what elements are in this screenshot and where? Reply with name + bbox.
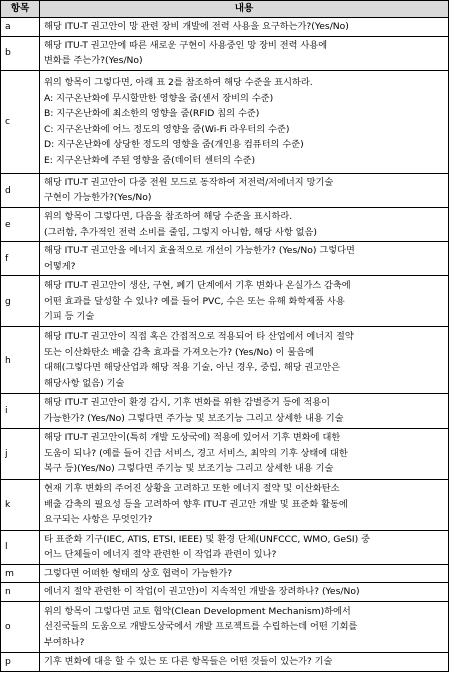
header-content: 내용 [40,1,449,18]
row-content [40,479,449,530]
content-line: 위의 항목이 그렇다면, 다음을 참조하여 해당 수준을 표시하라. [44,210,293,222]
content-line: 대해(그렇다면 해당산업과 해당 적용 기술, 아닌 경우, 중립, 해당 권고안은 [44,362,341,374]
content-line: 복구 등)(Yes/No) 그렇다면 주기능 및 보조기능 그리고 상세한 내용 기술 [44,463,334,475]
row-key: e [1,207,40,241]
content-line: 위의 항목이 그렇다면, 아래 표 2를 참조하여 해당 수준을 표시하라. [44,77,313,88]
row-key: g [1,276,40,327]
table-row [1,479,449,530]
table-row [1,327,449,394]
row-content [40,394,449,428]
table-row [1,173,449,207]
content-line: 해당 ITU-T 권고안이 생산, 구현, 폐기 단계에서 기후 변화나 온실가스 감축에 [44,279,351,291]
content-line: 기후 변화에 대응 할 수 있는 또 다른 항목들은 어떤 것들이 있는가? 기술 [44,655,333,667]
content-line: 배출 감축의 필요성 등을 고려하여 향후 ITU-T 권고안 개발 및 표준화 활동에 [44,498,348,510]
content-line: 해당 ITU-T 권고안이 다중 전원 모드로 동작하여 저전력/저에너지 망기술 [44,176,334,188]
table-row [1,276,449,327]
row-key: b [1,36,40,70]
row-content [40,327,449,394]
content-line: 기피 등 기술 [44,311,95,323]
content-line: 가능한가? (Yes/No) 그렇다면 주가능 및 보조기능 그리고 상세한 내용 기술 [44,412,344,424]
row-key: k [1,479,40,530]
content-line: C: 지구온난화에 어느 정도의 영향을 줌(Wi-Fi 라우터의 수준) [44,123,290,135]
content-line: 해당 ITU-T 권고안을 에너지 효율적으로 개선이 가능한가? (Yes/No) 그렇다면 [44,245,355,257]
row-key: f [1,242,40,276]
content-line: 그렇다면 어떠한 형태의 상호 협력이 가능한가? [44,567,233,579]
row-key: p [1,652,40,671]
row-key: h [1,327,40,394]
table-row [1,207,449,241]
content-line: (그러함, 추가적인 전력 소비를 줄임, 그렇지 아니함, 해당 사항 없음) [44,226,317,238]
content-line: 위의 항목이 그렇다면 교토 협약(Clean Development Mechanism)하에서 [44,605,351,617]
content-line: 해당 ITU-T 권고안이 망 관련 장비 개발에 전력 사용을 요구하는가?(Yes/No) [44,21,349,32]
content-line: 도움이 되나? (예를 들어 긴급 서비스, 경고 서비스, 최악의 기후 상태에 대한 [44,447,348,459]
content-line: 해당 ITU-T 권고안이 환경 감시, 기후 변화를 위한 감별증거 등에 적용이 [44,397,331,409]
row-content [40,173,449,207]
table-row [1,428,449,479]
table-row [1,70,449,173]
content-line: 어떻게? [44,260,76,272]
content-line: 변화를 주는가?(Yes/No) [44,55,143,67]
row-key: o [1,601,40,652]
row-content [40,601,449,652]
row-content [40,276,449,327]
table-row [1,530,449,564]
row-key: c [1,70,40,173]
content-line: 해당 ITU-T 권고안에 따른 새로운 구현이 사용중인 망 장비 전력 사용에 [44,39,328,51]
row-key: n [1,583,40,602]
row-content [40,242,449,276]
row-key: d [1,173,40,207]
table-row [1,652,449,671]
row-content [40,652,449,671]
content-line: B: 지구온난화에 최소한의 영향을 줌(RFID 칩의 수준) [44,108,260,120]
table-row [1,583,449,602]
table-row [1,601,449,652]
content-line: 어느 단체들이 에너지 절약 관련한 이 작업과 관련이 있나? [44,549,277,561]
table-row [1,242,449,276]
content-line: 해당 ITU-T 권고안이 직접 혹은 간접적으로 적용되어 타 산업에서 에너지 절약 [44,331,354,343]
table-header-row [1,1,449,18]
content-line: 요구되는 사항은 무엇인가? [44,514,153,526]
header-item: 항목 [1,1,40,18]
row-content [40,36,449,70]
table-row [1,394,449,428]
content-line: 구현이 가능한가?(Yes/No) [44,192,152,204]
row-key: l [1,530,40,564]
content-line: 선진국들의 도움으로 개발도상국에서 개발 프로젝트를 수립하는데 어떤 기회를 [44,621,358,633]
content-line: 해당 ITU-T 권고안이(특히 개발 도상국에) 적용에 있어서 기후 변화에 대한 [44,432,341,444]
table-row [1,36,449,70]
row-key: m [1,564,40,583]
row-content [40,207,449,241]
content-line: A: 지구온난화에 무시할만한 영향을 줌(센서 장비의 수준) [44,92,274,104]
content-line: E: 지구온난화에 주된 영향을 줌(데이터 센터의 수준) [44,154,256,166]
row-content [40,583,449,602]
content-line: 현재 기후 변화의 주어진 상황을 고려하고 또한 에너지 절약 및 이산화탄소 [44,483,340,495]
table-row [1,18,449,37]
row-content [40,530,449,564]
row-content [40,428,449,479]
row-key: i [1,394,40,428]
content-line: 부여하나? [44,636,85,648]
content-line: 해당사항 없음) 기술 [44,377,125,389]
content-line: 에너지 절약 관련한 이 작업(이 권고안)이 지속적인 개발을 장려하나? (Yes/No) [44,586,360,598]
table-row [1,564,449,583]
row-key: a [1,18,40,37]
content-line: 타 표준화 기구(IEC, ATIS, ETSI, IEEE) 및 환경 단체(UNFCCC, WMO, GeSI) 중 [44,533,370,545]
content-line: 또는 이산화탄소 배출 감축 효과를 가져오는가? (Yes/No) 이 물음에 [44,346,314,358]
row-content [40,70,449,173]
row-key: j [1,428,40,479]
content-line: 어떤 효과를 달성할 수 있나? 예를 들어 PVC, 수은 또는 유해 화학제품 사용 [44,295,345,307]
content-line: D: 지구온난화에 상당한 정도의 영향을 줌(개인용 컴퓨터의 수준) [44,139,304,151]
row-content [40,564,449,583]
row-content [40,18,449,37]
